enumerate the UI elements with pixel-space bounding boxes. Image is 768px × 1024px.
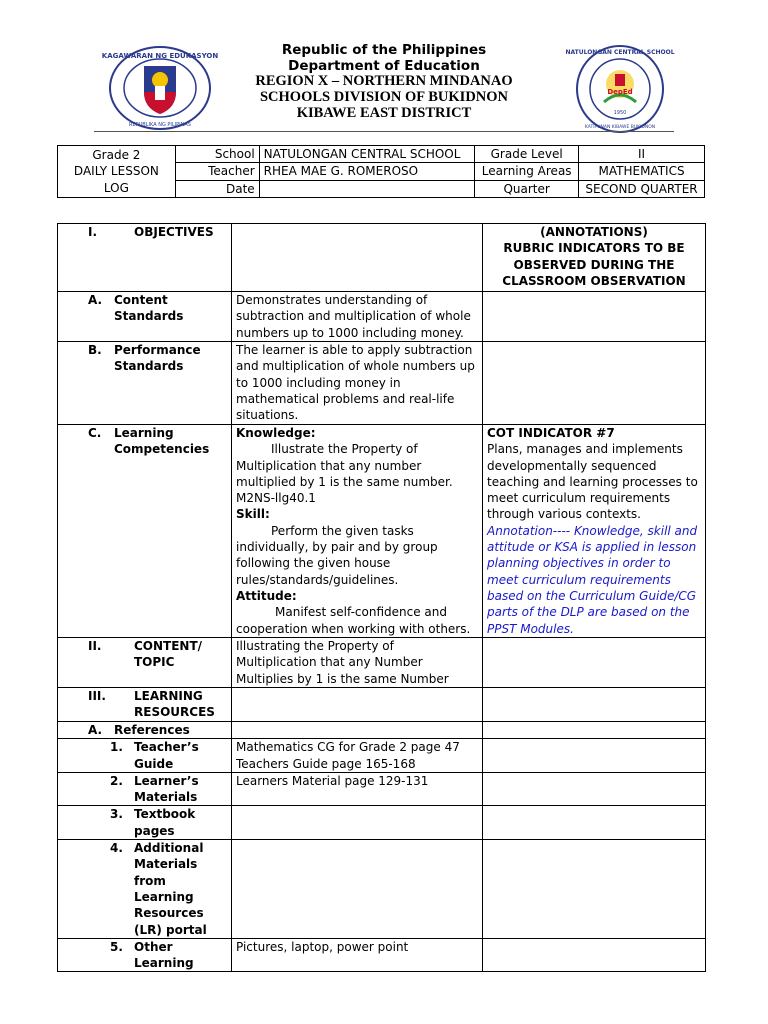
learning-areas-value: MATHEMATICS (579, 163, 705, 180)
header-line-region: REGION X – NORTHERN MINDANAO (255, 73, 513, 89)
seal-right-text-bottom: KATIPUNAN KIBAWE BUKIDNON (584, 125, 656, 130)
lesson-table (57, 223, 706, 972)
lc-label: Learning Competencies (114, 426, 210, 457)
school-seal-icon (565, 44, 675, 134)
seal-right-year: 1950 (613, 110, 627, 116)
lm-label: Learner’s Materials (134, 773, 199, 805)
dll-title-cell (58, 146, 176, 198)
tg-line2: Teachers Guide page 165-168 (236, 756, 416, 771)
textbook-pages-label-cell (58, 806, 232, 840)
dll-line2: LOG (103, 180, 129, 195)
annotations-title: (ANNOTATIONS) (540, 225, 648, 239)
content-topic-text: Illustrating the Property of Multiplication that any Number Multiplies by 1 is the same Number (232, 638, 483, 688)
document-header (0, 0, 768, 140)
cot-text: Plans, manages and implements developmentally sequenced teaching and learning processes to meet curriculum requirements through various contexts. (487, 442, 698, 522)
skill-text-span: Perform the given tasks individually, by pair and by group following the given house rules/standards/guidelines. (236, 523, 438, 587)
lr-num: III. (88, 689, 106, 703)
learning-resources-annot (483, 688, 706, 722)
ps-label: Performance Standards (114, 343, 201, 374)
knowledge-text (236, 441, 478, 490)
additional-materials-label-cell (58, 840, 232, 939)
ref-label: References (114, 723, 190, 737)
learning-areas-label: Learning Areas (475, 163, 579, 180)
other-learning-annot (483, 938, 706, 972)
cs-num: A. (88, 293, 103, 307)
cs-label: Content Standards (114, 293, 184, 324)
learning-resources-label-cell (58, 688, 232, 722)
seal-right-text-center: DepEd (607, 88, 633, 96)
content-standards-label-cell (58, 292, 232, 342)
school-label: School (175, 146, 259, 163)
cot-indicator-cell (483, 425, 706, 638)
knowledge-label: Knowledge: (236, 426, 316, 440)
tg-num: 1. (110, 740, 123, 755)
objectives-num: I. (88, 225, 98, 239)
performance-standards-annot (483, 342, 706, 425)
teachers-guide-label-cell (58, 739, 232, 773)
attitude-text-span: Manifest self-confidence and cooperation when working with others. (236, 605, 471, 636)
knowledge-text-span: Illustrate the Property of Multiplication that any number multiplied by 1 is the same number. (236, 442, 453, 489)
header-line-republic: Republic of the Philippines (281, 42, 487, 58)
seal-right-text-top: NATULONGAN CENTRAL SCHOOL (565, 49, 675, 56)
content-num: II. (88, 639, 102, 653)
teachers-guide-annot (483, 739, 706, 773)
other-learning-label-cell (58, 938, 232, 972)
objectives-content (232, 224, 483, 292)
learners-materials-label-cell (58, 772, 232, 806)
references-text (232, 722, 483, 739)
tb-num: 3. (110, 807, 123, 822)
info-table (57, 145, 705, 198)
learning-competencies-text (232, 425, 483, 638)
header-line-division: SCHOOLS DIVISION OF BUKIDNON (259, 89, 509, 105)
quarter-value: SECOND QUARTER (579, 180, 705, 197)
annotations-header (483, 224, 706, 292)
tb-label: Textbook pages (134, 807, 196, 838)
header-line-district: KIBAWE EAST DISTRICT (296, 105, 472, 121)
header-rule (94, 131, 674, 132)
teachers-guide-text (232, 739, 483, 773)
date-label: Date (175, 180, 259, 197)
learners-materials-text: Learners Material page 129-131 (232, 772, 483, 806)
tg-label: Teacher’s Guide (134, 740, 199, 771)
skill-label: Skill: (236, 507, 270, 522)
additional-materials-annot (483, 840, 706, 939)
performance-standards-text: The learner is able to apply subtraction and multiplication of whole numbers up to 1000 including money in mathematical problems and real-life situations. (232, 342, 483, 425)
ol-label: Other Learning (134, 939, 194, 971)
grade-level-value: II (579, 146, 705, 163)
attitude-label: Attitude: (236, 588, 297, 603)
dll-line1: DAILY LESSON (73, 164, 159, 179)
learning-resources-text (232, 688, 483, 722)
references-annot (483, 722, 706, 739)
ps-num: B. (88, 343, 102, 357)
learners-materials-annot (483, 772, 706, 806)
content-topic-label-cell (58, 638, 232, 688)
textbook-pages-text (232, 806, 483, 840)
competency-code: M2NS-llg40.1 (236, 491, 316, 506)
header-line-deped: Department of Education (288, 58, 480, 74)
lc-num: C. (88, 426, 102, 440)
cot-title: COT INDICATOR #7 (487, 426, 615, 440)
date-value (259, 180, 475, 197)
content-label: CONTENT/ TOPIC (134, 639, 203, 670)
lm-num: 2. (110, 773, 123, 788)
lr-label: LEARNING RESOURCES (134, 689, 215, 720)
learning-competencies-label-cell (58, 425, 232, 638)
content-standards-text: Demonstrates understanding of subtraction and multiplication of whole numbers up to 1000 including money. (232, 292, 483, 342)
content-topic-annot (483, 638, 706, 688)
skill-text (236, 523, 478, 588)
grade-level-label: Grade Level (475, 146, 579, 163)
other-learning-text: Pictures, laptop, power point (232, 938, 483, 972)
teacher-value: RHEA MAE G. ROMEROSO (259, 163, 475, 180)
references-label-cell (58, 722, 232, 739)
content-standards-annot (483, 292, 706, 342)
quarter-label: Quarter (475, 180, 579, 197)
objectives-header (58, 224, 232, 292)
cot-annotation: Annotation---- Knowledge, skill and attitude or KSA is applied in lesson planning objectives in order to meet curriculum requirements based on the Curriculum Guide/CG parts of the DLP are based on the PPST Modules. (487, 523, 698, 636)
performance-standards-label-cell (58, 342, 232, 425)
school-value: NATULONGAN CENTRAL SCHOOL (259, 146, 475, 163)
additional-materials-text (232, 840, 483, 939)
textbook-pages-annot (483, 806, 706, 840)
am-num: 4. (110, 841, 123, 856)
tg-line1: Mathematics CG for Grade 2 page 47 (236, 740, 460, 755)
teacher-label: Teacher (175, 163, 259, 180)
attitude-text (236, 604, 478, 637)
grade-label: Grade 2 (92, 148, 141, 162)
annotations-sub: RUBRIC INDICATORS TO BE OBSERVED DURING THE CLASSROOM OBSERVATION (502, 241, 686, 288)
seal-left-text-top: KAGAWARAN NG EDUKASYON (101, 52, 219, 60)
am-label: Additional Materials from Learning Resources (LR) portal (134, 841, 207, 937)
ol-num: 5. (110, 939, 123, 954)
objectives-label: OBJECTIVES (134, 225, 214, 239)
ref-num: A. (88, 723, 103, 737)
seal-left-text-bottom: REPUBLIKA NG PILIPINAS (129, 122, 191, 128)
